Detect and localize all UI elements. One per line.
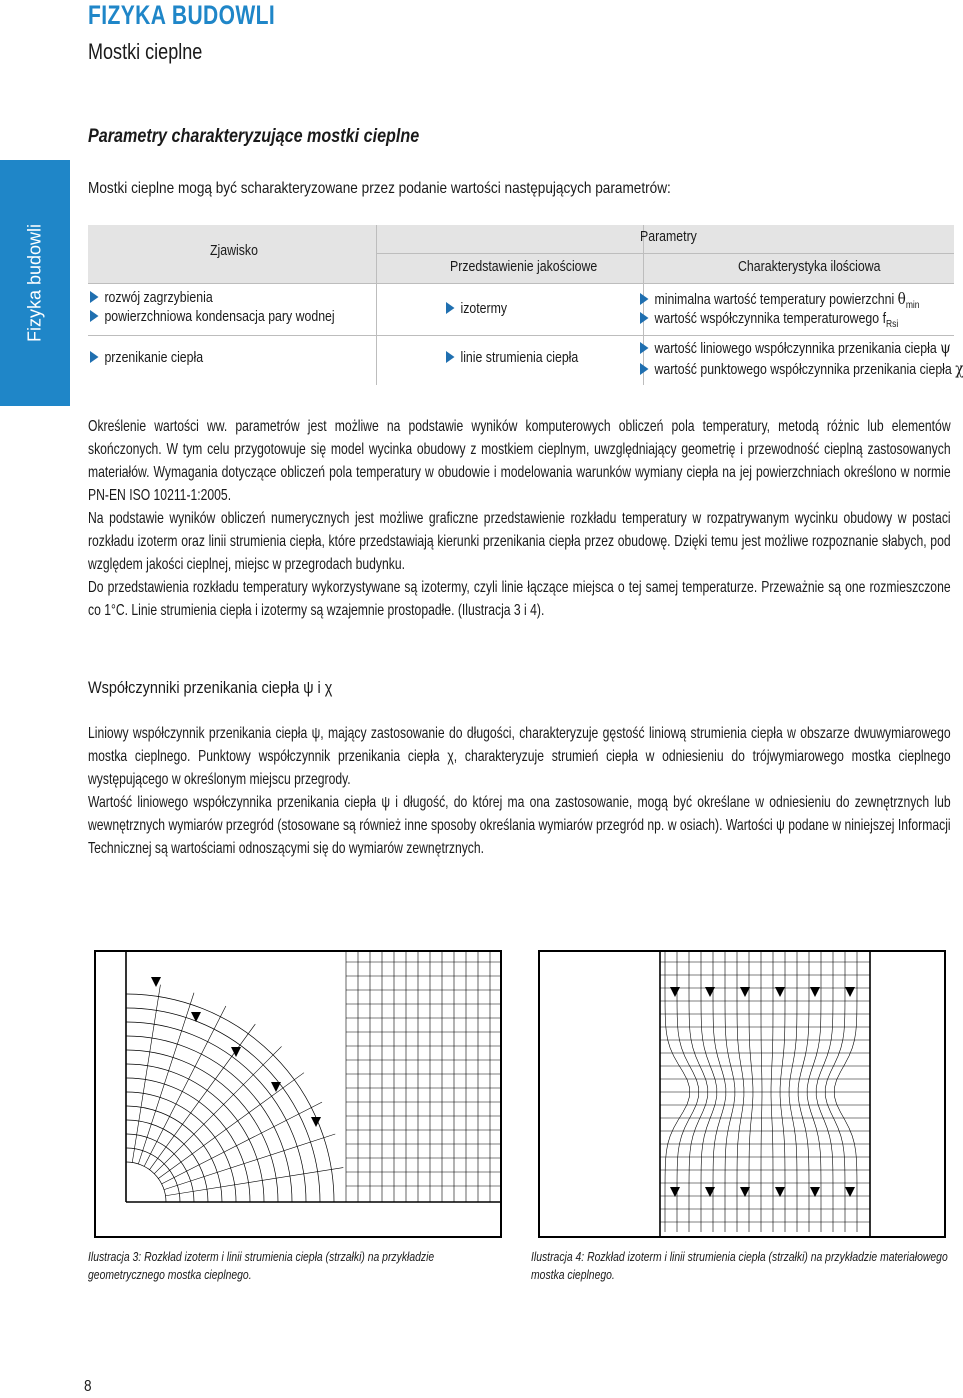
paragraph: Wartość liniowego współczynnika przenikania ciepła ψ i długość, do której ma ona zastosowanie, mogą być określane w odniesieniu do zewnętrznych lub wewnętrznych wymiarów przegród (stosowane są również inne sposoby określania wymiarów przegród np. w osiach). Wartości ψ podane w niniejszej Informacji Technicznej są wartościami odnoszącymi się do wymiarów zewnętrznych. (88, 794, 951, 857)
table-divider (376, 253, 954, 254)
bullet-arrow-icon (90, 351, 99, 363)
header-phenomenon: Zjawisko (210, 243, 258, 259)
paragraph: Liniowy współczynnik przenikania ciepła ψ, mający zastosowanie do długości, charakteryzuje gęstość liniową strumienia ciepła w obszarze dwuwymiarowego mostka cieplnego. Punktowy współczynnik przenikania ciepła χ, charakteryzuje strumień ciepła w odniesieniu do trójwymiarowego mostka cieplnego występującego w określonym miejscu przegrody. (88, 725, 951, 788)
bullet-arrow-icon (446, 351, 455, 363)
bullet-arrow-icon (90, 291, 99, 303)
table-row-qualitative: linie strumienia ciepła (446, 350, 578, 366)
page-subtitle: Mostki cieplne (88, 39, 203, 64)
table-divider (376, 225, 377, 385)
table-row-quantitative: wartość liniowego współczynnika przenikania ciepła ψ (640, 338, 951, 357)
side-tab-label: Fizyka budowli (24, 223, 45, 343)
body-text-1 (88, 415, 951, 622)
figure-caption: Ilustracja 4: Rozkład izoterm i linii strumienia ciepła (strzałki) na przykładzie materiałowego mostka cieplnego. (531, 1249, 948, 1282)
table-row-quantitative: wartość punktowego współczynnika przenikania ciepła χ (640, 359, 963, 378)
brand-title: FIZYKA BUDOWLI (88, 0, 276, 30)
table-row-phenomenon: powierzchniowa kondensacja pary wodnej (90, 309, 335, 325)
header-quantitative: Charakterystyka ilościowa (738, 259, 881, 275)
bullet-arrow-icon (640, 363, 649, 375)
table-row-phenomenon: przenikanie ciepła (90, 350, 203, 366)
bullet-arrow-icon (640, 293, 649, 305)
table-row-qualitative: izotermy (446, 301, 507, 317)
paragraph: Do przedstawienia rozkładu temperatury wykorzystywane są izotermy, czyli linie łączące miejsca o tej samej temperaturze. Przeważnie są one rozmieszczone co 1°C. Linie strumienia ciepła i izotermy są wzajemnie prostopadłe. (Ilustracja 3 i 4). (88, 579, 951, 619)
table-divider (88, 283, 954, 284)
bullet-arrow-icon (90, 310, 99, 322)
table-divider (88, 335, 954, 336)
page-number: 8 (84, 1378, 92, 1395)
paragraph: Określenie wartości ww. parametrów jest możliwe na podstawie wyników komputerowych obliczeń pola temperatury, metodą różnic lub elementów skończonych. W tym celu przygotowuje się model wycinka obudowy z mostkiem cieplnym, uwzględniający geometrię i przewodność cieplną zastosowanych materiałów. Wymagania dotyczące obliczeń pola temperatury w obudowie i modelowania warunków wymiany ciepła na jej powierzchniach określono w normie PN-EN ISO 10211-1:2005. (88, 418, 951, 504)
bullet-arrow-icon (446, 302, 455, 314)
table-row-phenomenon: rozwój zagrzybienia (90, 290, 213, 306)
header-parameters: Parametry (640, 229, 697, 245)
body-text-2 (88, 722, 951, 860)
isotherm-diagram (540, 952, 944, 1236)
table-row-quantitative: wartość współczynnika temperaturowego $f_{Rsi}$ (640, 311, 898, 330)
table-row-quantitative: minimalna wartość temperatury powierzchni $\theta_{min}$ (640, 289, 920, 311)
page-header (0, 0, 960, 72)
paragraph: Na podstawie wyników obliczeń numerycznych jest możliwe graficzne przedstawienie rozkładu temperatury w rozpatrywanym wycinku obudowy w postaci rozkładu izoterm oraz linii strumienia ciepła, które przedstawiają kierunki przenikania ciepła przez obudowę. Dzięki temu jest możliwe rozpoznanie słabych, pod względem jakości cieplnej, miejsc w przegrodach budynku. (88, 510, 951, 573)
isotherm-diagram (96, 952, 500, 1236)
figure-geometric-thermal-bridge (94, 950, 502, 1238)
figure-material-thermal-bridge (538, 950, 946, 1238)
intro-text: Mostki cieplne mogą być scharakteryzowane przez podanie wartości następujących parametrów: (88, 180, 671, 197)
section-title-coefficients: Współczynniki przenikania ciepła ψ i χ (88, 678, 333, 697)
figure-caption: Ilustracja 3: Rozkład izoterm i linii strumienia ciepła (strzałki) na przykładzie geometrycznego mostka cieplnego. (88, 1249, 435, 1282)
bullet-arrow-icon (640, 342, 649, 354)
bullet-arrow-icon (640, 312, 649, 324)
parameters-table (88, 225, 963, 385)
section-title-parameters: Parametry charakteryzujące mostki cieplne (88, 126, 420, 147)
header-qualitative: Przedstawienie jakościowe (450, 259, 598, 275)
side-tab (0, 160, 70, 406)
